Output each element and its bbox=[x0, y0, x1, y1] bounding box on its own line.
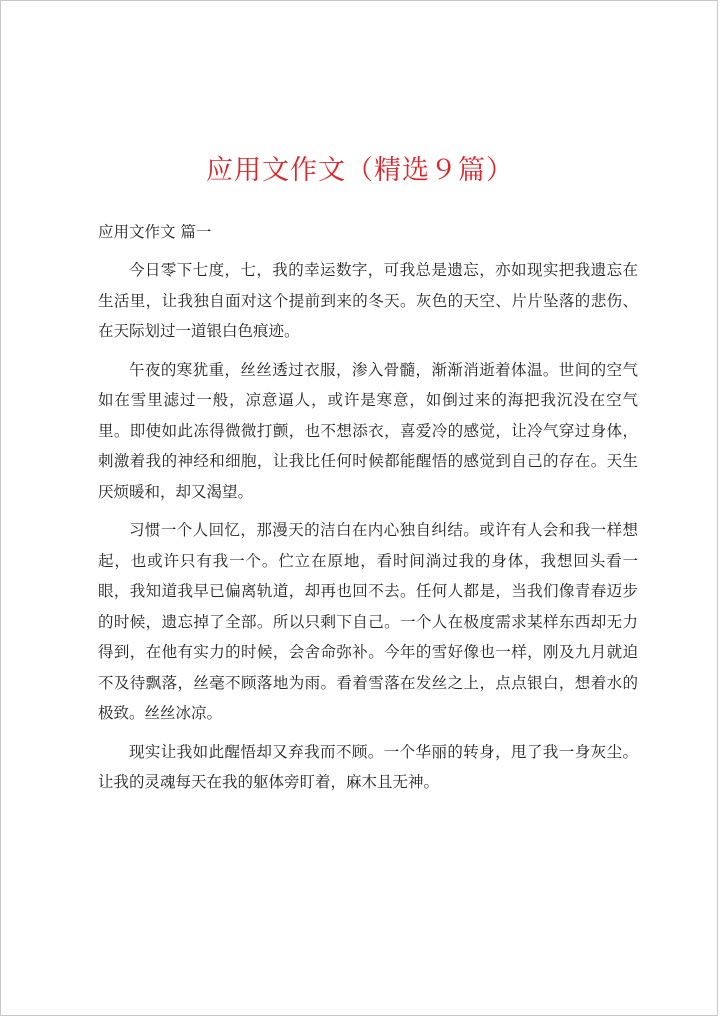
paragraph-2: 午夜的寒犹重，丝丝透过衣服，渗入骨髓，渐渐消逝着体温。世间的空气如在雪里滤过一般，凉意逼人，或许是寒意，如倒过来的海把我沉没在空气里。即使如此冻得微微打颤，也不想添衣，喜爱冷的感觉，让冷气穿过身体，刺激着我的神经和细胞，让我比任何时候都能醒悟的感觉到自己的存在。天生厌烦暖和，却又渴望。 bbox=[98, 360, 638, 501]
document-body bbox=[98, 217, 638, 806]
paragraph-1: 今日零下七度，七，我的幸运数字，可我总是遗忘，亦如现实把我遗忘在生活里，让我独自面对这个提前到来的冬天。灰色的天空、片片坠落的悲伤、在天际划过一道银白色痕迹。 bbox=[98, 261, 638, 340]
section-heading: 应用文作文 篇一 bbox=[98, 223, 212, 241]
paragraph-4: 现实让我如此醒悟却又弃我而不顾。一个华丽的转身，甩了我一身灰尘。让我的灵魂每天在我的躯体旁盯着，麻木且无神。 bbox=[98, 742, 638, 791]
paragraph-3: 习惯一个人回忆，那漫天的洁白在内心独自纠结。或许有人会和我一样想起，也或许只有我一个。伫立在原地，看时间淌过我的身体，我想回头看一眼，我知道我早已偏离轨道，却再也回不去。任何人都是，当我们像青春迈步的时候，遗忘掉了全部。所以只剩下自己。一个人在极度需求某样东西却无力得到，在他有实力的时候，会舍命弥补。今年的雪好像也一样，刚及九月就迫不及待飘落，丝毫不顾落地为雨。看着雪落在发丝之上，点点银白，想着水的极致。丝丝冰凉。 bbox=[98, 521, 638, 722]
document-title: 应用文作文（精选９篇） bbox=[206, 155, 514, 186]
